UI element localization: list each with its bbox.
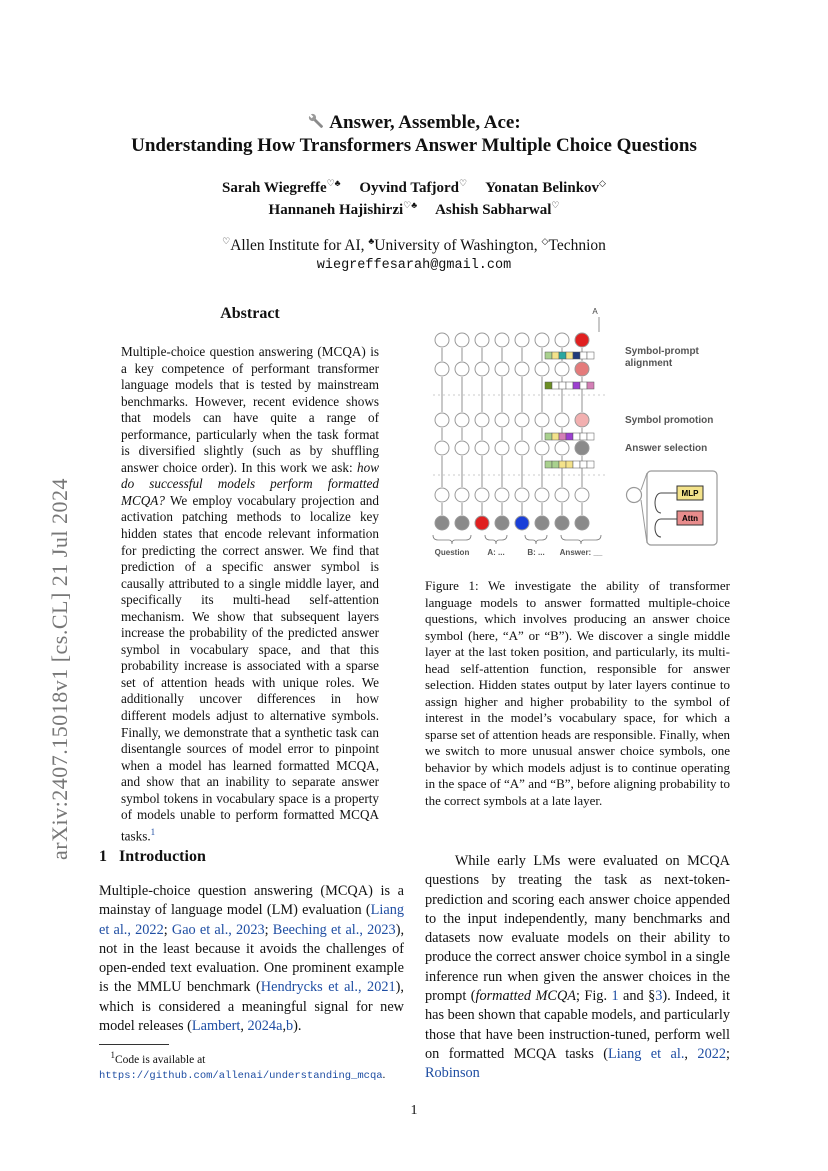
layer-node xyxy=(455,362,469,376)
citation-link[interactable]: 2022 xyxy=(697,1045,727,1062)
layer-node xyxy=(455,516,469,530)
layer-node xyxy=(495,441,509,455)
layer-node xyxy=(535,488,549,502)
vocab-cell xyxy=(580,433,587,440)
layer-node xyxy=(515,362,529,376)
vocab-cell xyxy=(573,461,580,468)
vocab-cell xyxy=(545,382,552,389)
layer-node xyxy=(575,441,589,455)
layer-node xyxy=(475,516,489,530)
layer-node xyxy=(515,488,529,502)
vocab-cell xyxy=(587,461,594,468)
x-label-question: Question xyxy=(434,548,470,557)
vocab-cell xyxy=(587,433,594,440)
layer-node xyxy=(555,441,569,455)
vocab-cell xyxy=(559,433,566,440)
vocab-cell xyxy=(580,352,587,359)
vocab-cell xyxy=(552,433,559,440)
network-diagram xyxy=(433,317,605,544)
layer-node xyxy=(515,516,529,530)
vocab-cell xyxy=(552,352,559,359)
output-symbol-label: A xyxy=(592,307,598,316)
layer-node xyxy=(535,413,549,427)
layer-node xyxy=(495,333,509,347)
layer-node xyxy=(575,488,589,502)
citation-link[interactable]: Gao et al., 2023 xyxy=(171,921,265,938)
layer-node xyxy=(535,362,549,376)
abstract-body: Multiple-choice question answering (MCQA) is a key competence of performant transformer language models that is tested by mainstream benchmarks. However, recent evidence shows that models can have quite a range of performance, particularly when the task format is diversified slightly (such as by shuffling answer choice order). In this work we ask: how do successful models perform formatted MCQA? We employ vocabulary projection and activation patching methods to localize key hidden states that encode relevant information for predicting the correct answer. We find that prediction of a specific answer symbol is causally attributed to a single middle layer, and specifically its multi-head self-attention mechanism. We show that subsequent layers increase the probability of the predicted answer symbol in vocabulary space, and that this probability increase is associated with a sparse set of attention heads with unique roles. We additionally uncover differences in how different models adjust to alternative symbols. Finally, we demonstrate that a synthetic task can disentangle sources of model error to pinpoint when a model has learned formatted MCQA, and show that an inability to separate answer symbol tokens in vocabulary space is a property of models unable to perform formatted MCQA tasks.$^1$ xyxy=(121,344,379,844)
layer-node xyxy=(455,413,469,427)
x-label-answer: Answer: __ xyxy=(559,548,603,557)
citation-link[interactable]: Robinson xyxy=(425,1065,480,1082)
layer-node xyxy=(495,516,509,530)
layer-node xyxy=(535,333,549,347)
layer-node xyxy=(455,488,469,502)
layer-node xyxy=(435,413,449,427)
introduction-paragraph-continued: While early LMs were evaluated on MCQA questions by treating the task as next-token-prediction and scoring each answer choice appended to the input independently, many benchmarks and datasets now evaluate models on their ability to produce the correct answer choice symbol in a single inference run when given the answer choices in the prompt (formatted MCQA; Fig. 1 and §3). Indeed, it has been shown that capable models, and particularly those that have been instruction-tuned, perform well on formatted MCQA tasks (Liang et al., 2022; Robinson xyxy=(425,853,730,1082)
layer-node xyxy=(515,333,529,347)
attn-label: Attn xyxy=(682,514,698,523)
layer-node xyxy=(555,516,569,530)
vocab-cell xyxy=(552,382,559,389)
author-list-line1: Sarah Wiegreffe♡♣ Oyvind Tafjord♡ Yonatan Belinkov◇ xyxy=(222,178,606,196)
author-name: Hannaneh Hajishirzi xyxy=(268,202,404,218)
layer-node xyxy=(575,413,589,427)
layer-node xyxy=(495,362,509,376)
vocab-cell xyxy=(559,352,566,359)
citation-link[interactable]: Liang et al. xyxy=(608,1045,685,1062)
vocab-cell xyxy=(566,433,573,440)
introduction-paragraph: Multiple-choice question answering (MCQA) is a mainstay of language model (LM) evaluation (Liang et al., 2022; Gao et al., 2023; Beeching et al., 2023), not in the least because it avoids the challenges of open-ended text evaluation. One prominent example is the MMLU benchmark (Hendrycks et al., 2021), which is considered a meaningful signal for new model releases (Lambert, 2024a,b). xyxy=(99,883,405,1035)
label-alignment: alignment xyxy=(625,358,673,369)
author-list-line2: Hannaneh Hajishirzi♡♣ Ashish Sabharwal♡ xyxy=(268,200,560,218)
affiliations: ♡Allen Institute for AI, ♣University of Washington, ◇Technion xyxy=(222,236,606,255)
layer-node xyxy=(575,333,589,347)
author-name: Oyvind Tafjord xyxy=(359,180,459,196)
layer-node xyxy=(555,362,569,376)
abstract-heading: Abstract xyxy=(220,305,280,322)
paper-title-line1: Answer, Assemble, Ace: xyxy=(0,112,828,136)
layer-node xyxy=(495,488,509,502)
section-heading-introduction: 1 Introduction xyxy=(99,848,206,865)
page-number: 1 xyxy=(410,1103,418,1118)
footnote-rule xyxy=(99,1044,169,1045)
vocab-cell xyxy=(573,382,580,389)
layer-node xyxy=(435,362,449,376)
vocab-cell xyxy=(587,352,594,359)
author-email[interactable]: wiegreffesarah@gmail.com xyxy=(316,258,512,273)
layer-node xyxy=(555,413,569,427)
wrench-icon xyxy=(307,112,325,136)
vocab-cell xyxy=(566,352,573,359)
vocab-cell xyxy=(545,433,552,440)
vocab-cell xyxy=(573,433,580,440)
citation-link[interactable]: Lambert xyxy=(191,1018,241,1035)
layer-node xyxy=(475,413,489,427)
layer-node xyxy=(435,441,449,455)
layer-node xyxy=(555,333,569,347)
vocab-cell xyxy=(566,461,573,468)
layer-node xyxy=(435,516,449,530)
author-name: Yonatan Belinkov xyxy=(485,180,600,196)
brace xyxy=(561,535,601,544)
citation-link[interactable]: b xyxy=(286,1018,294,1035)
layer-node xyxy=(455,333,469,347)
layer-node xyxy=(455,441,469,455)
citation-link[interactable]: Hendrycks et al., 2021 xyxy=(260,979,396,996)
inset-node xyxy=(627,488,642,503)
vocab-cell xyxy=(552,461,559,468)
brace xyxy=(525,535,547,544)
vocab-cell xyxy=(545,461,552,468)
layer-node xyxy=(515,413,529,427)
citation-link[interactable]: Beeching et al., 2023 xyxy=(272,921,396,938)
vocab-cell xyxy=(580,461,587,468)
paper-title-line2: Understanding How Transformers Answer Multiple Choice Questions xyxy=(131,135,697,156)
author-name: Sarah Wiegreffe xyxy=(222,180,327,196)
vocab-cell xyxy=(573,352,580,359)
label-answer-selection: Answer selection xyxy=(625,443,708,454)
citation-link[interactable]: 2024a xyxy=(247,1018,283,1035)
figure-1 xyxy=(425,305,730,565)
inset-box xyxy=(647,471,717,545)
citation-link[interactable]: Liang et al., 2022 xyxy=(99,902,404,938)
layer-node xyxy=(475,441,489,455)
label-symbol-promotion: Symbol promotion xyxy=(625,415,714,426)
footnote: $^1$Code is available at https://github.com/allenai/understanding_mcqa. xyxy=(99,1050,386,1082)
layer-node xyxy=(535,516,549,530)
layer-node xyxy=(575,516,589,530)
vocab-cell xyxy=(545,352,552,359)
layer-node xyxy=(575,362,589,376)
mlp-label: MLP xyxy=(681,489,699,498)
layer-node xyxy=(515,441,529,455)
x-label-a: A: ... xyxy=(487,548,505,557)
layer-node xyxy=(435,488,449,502)
layer-node xyxy=(495,413,509,427)
brace xyxy=(485,535,507,544)
vocab-cell xyxy=(559,461,566,468)
label-symbol-prompt: Symbol-prompt xyxy=(625,346,699,357)
vocab-cell xyxy=(566,382,573,389)
vocab-cell xyxy=(587,382,594,389)
layer-node xyxy=(535,441,549,455)
layer-node xyxy=(475,488,489,502)
vocab-cell xyxy=(559,382,566,389)
layer-node xyxy=(475,362,489,376)
arxiv-stamp: arXiv:2407.15018v1 [cs.CL] 21 Jul 2024 xyxy=(47,478,72,860)
brace xyxy=(433,535,471,544)
figure-ref-link[interactable]: 1 xyxy=(611,988,619,1005)
footnote-marker[interactable]: 1 xyxy=(150,826,156,837)
layer-node xyxy=(435,333,449,347)
section-ref-link[interactable]: 3 xyxy=(655,988,663,1005)
figure-caption: Figure 1: We investigate the ability of transformer language models to answer formatted multiple-choice questions, which involves producing an answer choice symbol (here, “A” or “B”). We discover a single middle layer at the last token position, and particularly, its multi-head self-attention function, responsible for answer selection. Hidden states output by later layers continue to assign higher and higher probability to the symbol of interest in the model’s vocabulary space, for which a sparse set of attention heads are responsible. Finally, when we switch to more unusual answer choice symbols, one behavior by which models adjust is to continue operating in the space of “A” and “B”, before aligning probability to the correct symbols at a late layer. xyxy=(425,578,730,808)
vocab-cell xyxy=(580,382,587,389)
layer-node xyxy=(475,333,489,347)
layer-node xyxy=(555,488,569,502)
x-label-b: B: ... xyxy=(527,548,545,557)
code-url-link[interactable]: https://github.com/allenai/understanding_mcqa xyxy=(99,1069,383,1082)
author-name: Ashish Sabharwal xyxy=(435,202,552,218)
